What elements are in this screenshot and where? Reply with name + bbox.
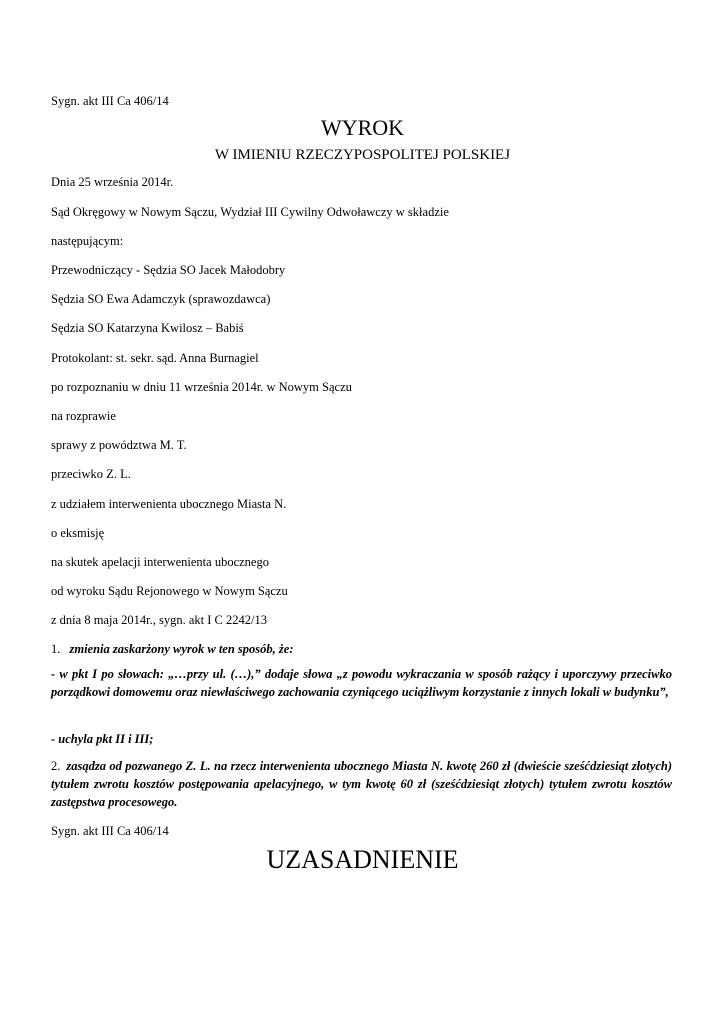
ruling-point-1b: - uchyla pkt II i III; <box>51 732 154 746</box>
document-title: WYROK <box>320 115 405 140</box>
ruling-point-1 <box>51 641 293 657</box>
intervener-line: z udziałem interwenienta ubocznego Miasta N. <box>51 497 287 511</box>
lower-court-line: od wyroku Sądu Rejonowego w Nowym Sączu <box>51 584 288 598</box>
lower-court-ref-line: z dnia 8 maja 2014r., sygn. akt I C 2242/13 <box>51 613 267 627</box>
composition-line: następującym: <box>51 234 124 248</box>
hearing-date-line: po rozpoznaniu w dniu 11 września 2014r. w Nowym Sączu <box>51 380 352 394</box>
subject-line: o eksmisję <box>51 526 105 540</box>
ruling-point-1-text: zmienia zaskarżony wyrok w ten sposób, że: <box>69 642 294 656</box>
justification-heading: UZASADNIENIE <box>266 845 459 874</box>
presiding-judge-line: Przewodniczący - Sędzia SO Jacek Małodobry <box>51 263 286 277</box>
document-subtitle: W IMIENIU RZECZYPOSPOLITEJ POLSKIEJ <box>214 147 511 163</box>
ruling-point-2 <box>51 757 672 811</box>
ruling-point-2-text: zasądza od pozwanego Z. L. na rzecz interwenienta ubocznego Miasta N. kwotę 260 zł (dwieście sześćdziesiąt złotych) tytułem zwrotu kosztów postępowania apelacyjnego, w tym kwotę 60 zł (sześćdziesiąt złotych) tytułem zwrotu kosztów zastępstwa procesowego. <box>51 759 672 809</box>
ruling-point-1-number: 1. <box>51 642 61 656</box>
judge-line-1: Sędzia SO Ewa Adamczyk (sprawozdawca) <box>51 292 271 306</box>
appeal-line: na skutek apelacji interwenienta ubocznego <box>51 555 269 569</box>
ruling-point-2-number: 2. <box>51 759 61 773</box>
case-reference-top: Sygn. akt III Ca 406/14 <box>51 94 169 108</box>
hearing-type-line: na rozprawie <box>51 409 116 423</box>
clerk-line: Protokolant: st. sekr. sąd. Anna Burnagiel <box>51 351 259 365</box>
court-line: Sąd Okręgowy w Nowym Sączu, Wydział III Cywilny Odwoławczy w składzie <box>51 205 449 219</box>
ruling-point-1a: - w pkt I po słowach: „…przy ul. (…),” dodaje słowa „z powodu wykraczania w sposób rażący i uporczywy przeciwko porządkowi domowemu oraz niewłaściwego zachowania czyniącego uciążliwym korzystanie z innych lokali w budynku”, <box>51 667 672 699</box>
judge-line-2: Sędzia SO Katarzyna Kwilosz – Babiś <box>51 321 244 335</box>
date-line: Dnia 25 września 2014r. <box>51 175 174 189</box>
defendant-line: przeciwko Z. L. <box>51 467 131 481</box>
plaintiff-line: sprawy z powództwa M. T. <box>51 438 187 452</box>
case-reference-bottom: Sygn. akt III Ca 406/14 <box>51 824 169 838</box>
